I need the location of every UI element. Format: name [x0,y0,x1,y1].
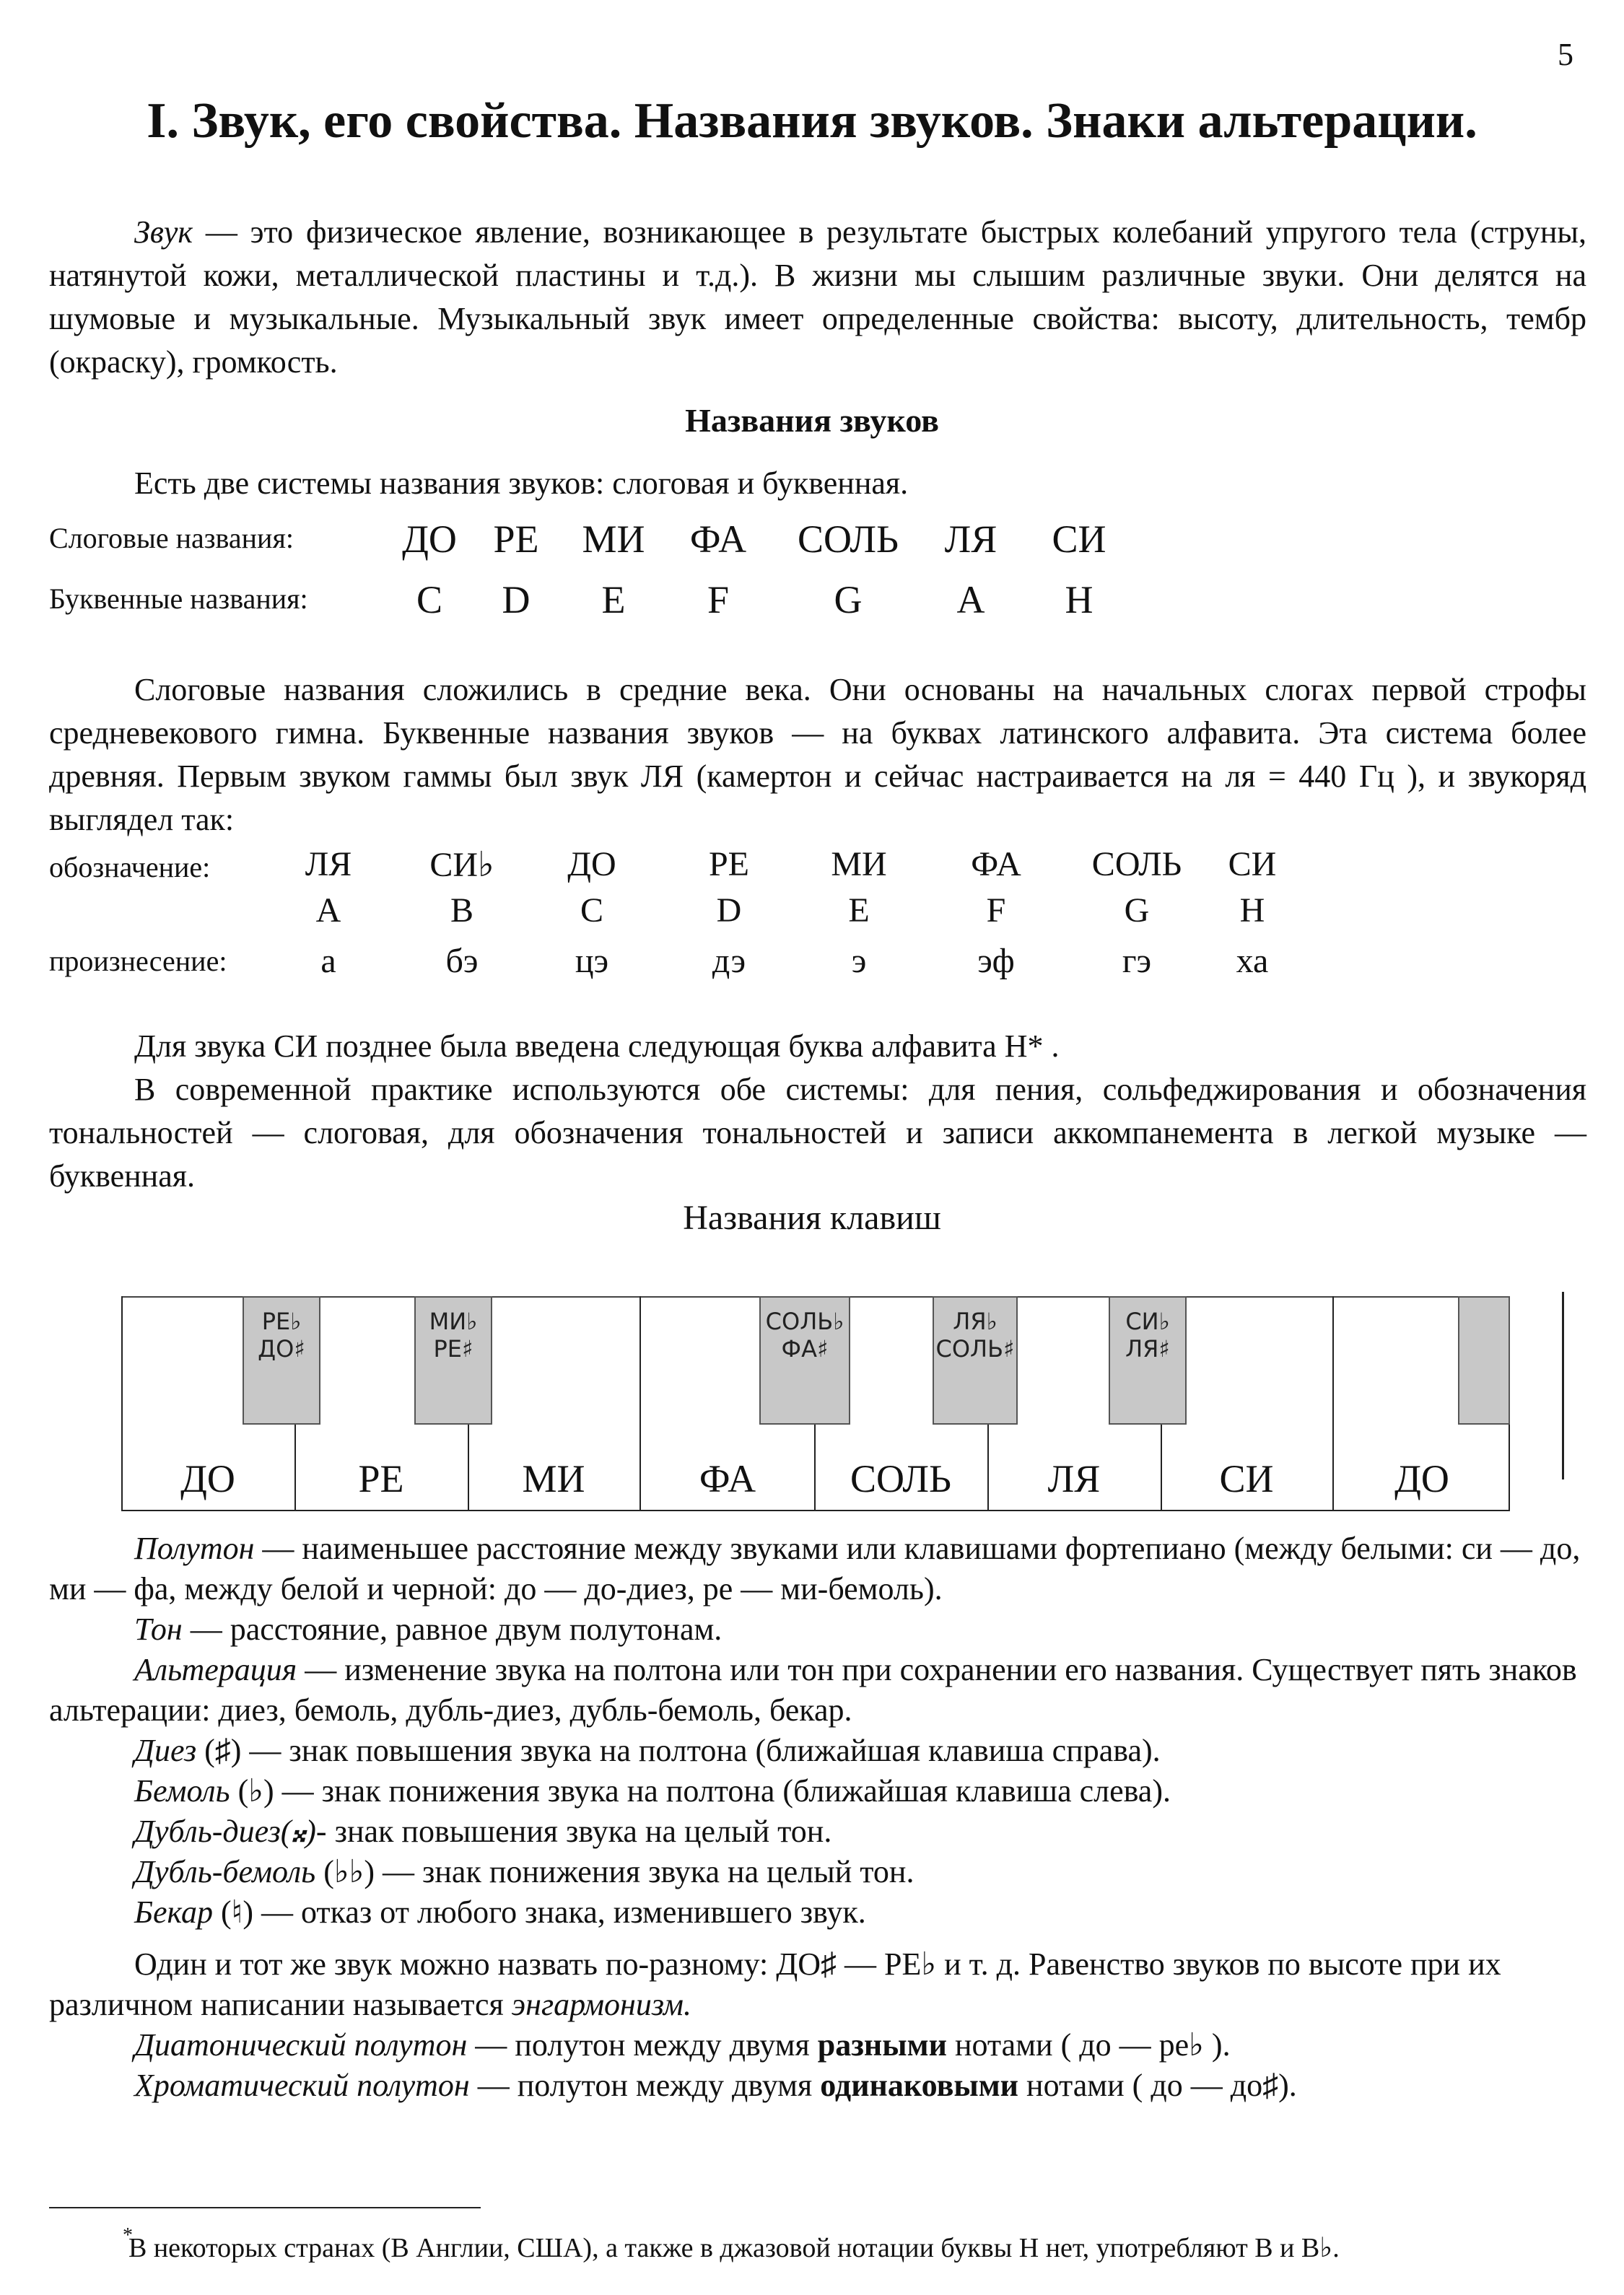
scale-syllable: МИ [831,845,887,883]
chromatic-pre: — полутон между двумя [469,2068,821,2103]
black-key-flat-name: СОЛЬ♭ [765,1308,844,1335]
letter-name: D [502,578,531,621]
white-key-label: ДО [180,1457,235,1500]
pronunciation-label: произнесение: [49,945,227,977]
white-key-label: СОЛЬ [850,1457,951,1500]
syllabic-name: СОЛЬ [798,517,899,561]
scale-pronunciation: а [320,942,336,980]
term-sharp: Диез [134,1733,197,1768]
term-chromatic-semitone: Хроматический полутон [134,2068,470,2103]
scale-pronunciation: дэ [712,942,746,980]
syllabic-name: ДО [402,517,457,561]
section-heading-names: Названия звуков [685,402,939,439]
systems-intro [49,462,1586,505]
scale-letter: H [1239,891,1265,930]
scale-syllable: ЛЯ [305,845,352,883]
letter-name: C [416,578,443,621]
scale-pronunciation: гэ [1122,942,1152,980]
history-paragraph [49,668,1586,842]
term-semitone: Полутон [134,1531,255,1566]
flat-text: (♭) — знак понижения звука на полтона (ближайшая клавиша слева). [230,1773,1171,1809]
white-key-label: СИ [1219,1457,1274,1500]
page-title: I. Звук, его свойства. Названия звуков. Знаки альтерации. [147,93,1477,149]
scale-letter: B [450,891,473,930]
letter-name: E [601,578,626,621]
scale-syllable: СИ [1228,845,1277,883]
scale-letter: A [315,891,341,930]
letter-name: G [834,578,863,621]
letter-h-text: Для звука СИ позднее была введена следующая буква алфавита H* . [134,1028,1060,1064]
scale-syllable: ДО [567,845,616,883]
scale-pronunciation: бэ [445,942,479,980]
scale-letter: G [1124,891,1150,930]
black-key [1109,1296,1187,1425]
designation-label: обозначение: [49,851,211,883]
alteration-text: — изменение звука на полтона или тон при сохранении его названия. Существует пять знаков альтерации: диез, бемоль, дубль-диез, дубль-бемоль, бекар. [49,1652,1577,1728]
scale-letter: F [986,891,1006,930]
diatonic-bold: разными [817,2027,947,2063]
scale-syllable: СИ♭ [429,846,494,884]
intro-paragraph [49,211,1586,384]
double-flat-text: (♭♭) — знак понижения звука на целый тон. [315,1854,914,1889]
keyboard-right-marker [1562,1292,1564,1479]
syllabic-name: МИ [582,517,645,561]
term-tone: Тон [134,1612,183,1647]
black-key-flat-name: ЛЯ♭ [953,1308,997,1335]
keys-heading: Названия клавиш [683,1199,941,1237]
scale-pronunciation: ха [1236,942,1269,980]
black-key-sharp-name: СОЛЬ♯ [935,1335,1015,1363]
white-key-label: ФА [699,1457,756,1500]
syllabic-name: СИ [1052,517,1106,561]
letter-name: A [956,578,985,621]
black-key [243,1296,320,1425]
black-key-flat-name: СИ♭ [1125,1308,1170,1335]
intro-text: — это физическое явление, возникающее в результате быстрых колебаний упругого тела (струны, натянутой кожи, металлической пластины и т.д.). В жизни мы слышим различные звуки. Они делятся на шумовые и музыкальные. Музыкальный звук имеет определенные свойства: высоту, длительность, тембр (окраску), громкость. [49,214,1586,380]
syllabic-name: ФА [689,517,747,561]
piano-keyboard [121,1296,1514,1513]
diatonic-pre: — полутон между двумя [467,2027,818,2063]
term-enharmonic: энгармонизм. [511,1987,691,2022]
enharmonic-text: Один и тот же звук можно назвать по-разному: ДО♯ — РЕ♭ и т. д. Равенство звуков по высоте при их различном написании называется [49,1946,1501,2022]
letter-label: Буквенные названия: [49,582,308,615]
letter-h-paragraph [49,1025,1586,1198]
chromatic-bold: одинаковыми [820,2068,1019,2103]
semitone-text: — наименьшее расстояние между звуками или клавишами фортепиано (между белыми: си — до, ми — фа, между белой и черной: до — до-диез, ре — ми-бемоль). [49,1531,1581,1606]
term-natural: Бекар [134,1894,213,1930]
history-text: Слоговые названия сложились в средние века. Они основаны на начальных слогах первой строфы средневекового гимна. Буквенные названия звуков — на буквах латинского алфавита. Эта система более древняя. Первым звуком гаммы был звук ЛЯ (камертон и сейчас настраивается на ля = 440 Гц ), и звукоряд выглядел так: [49,672,1586,837]
scale-syllable: СОЛЬ [1091,845,1182,883]
black-key-flat-name: МИ♭ [429,1308,478,1335]
scale-pronunciation: эф [977,942,1015,980]
syllabic-label: Слоговые названия: [49,522,294,554]
definitions-block [49,1529,1586,2106]
tone-text: — расстояние, равное двум полутонам. [182,1612,722,1647]
scale-letter: C [580,891,603,930]
footnote-divider [49,2207,481,2208]
white-key-label: ДО [1394,1457,1449,1500]
term-alteration: Альтерация [134,1652,297,1687]
black-key-sharp-name: ЛЯ♯ [1125,1335,1170,1363]
term-double-flat: Дубль-бемоль [134,1854,316,1889]
black-key [933,1296,1018,1425]
term-double-sharp: Дубль-диез(𝄪)- [134,1814,327,1849]
black-key [759,1296,850,1425]
sharp-text: (♯) — знак повышения звука на полтона (ближайшая клавиша справа). [196,1733,1161,1768]
diatonic-post: нотами ( до — ре♭ ). [946,2027,1231,2063]
footnote-text: В некоторых странах (В Англии, США), а также в джазовой нотации буквы H нет, употребляют B и B♭. [128,2233,1340,2263]
chromatic-post: нотами ( до — до♯). [1018,2068,1297,2103]
scale-letter: E [848,891,870,930]
letter-name: F [707,578,730,621]
scale-pronunciation: э [851,942,867,980]
syllabic-name: РЕ [493,517,539,561]
page-number: 5 [1558,37,1573,72]
term-sound: Звук [134,214,193,250]
double-sharp-text: знак повышения звука на целый тон. [326,1814,832,1849]
black-key-sharp-name: РЕ♯ [433,1335,473,1363]
natural-text: (♮) — отказ от любого знака, изменившего звук. [212,1894,866,1930]
scale-pronunciation: цэ [575,942,609,980]
key-divider [1509,1425,1510,1511]
black-key [1458,1296,1510,1425]
black-key-sharp-name: ФА♯ [781,1335,829,1363]
black-key [414,1296,492,1425]
syllabic-name: ЛЯ [944,517,997,561]
white-key-label: РЕ [358,1457,404,1500]
letter-name: H [1065,578,1093,621]
black-key-sharp-name: ДО♯ [258,1335,305,1363]
scale-syllable: ФА [971,845,1021,883]
systems-intro-text: Есть две системы названия звуков: слоговая и буквенная. [134,465,909,501]
modern-practice-text: В современной практике используются обе системы: для пения, сольфеджирования и обозначения тональностей — слоговая, для обозначения тональностей и записи аккомпанемента в легкой музыке — буквенная. [49,1072,1586,1194]
term-flat: Бемоль [134,1773,230,1809]
black-key-flat-name: РЕ♭ [261,1308,302,1335]
scale-letter: D [716,891,742,930]
white-key [468,1296,641,1511]
white-key-label: МИ [522,1457,585,1500]
scale-syllable: РЕ [708,845,749,883]
term-diatonic-semitone: Диатонический полутон [134,2027,468,2063]
white-key [1161,1296,1334,1511]
white-key-label: ЛЯ [1047,1457,1101,1500]
footnote-marker: * [123,2224,133,2247]
